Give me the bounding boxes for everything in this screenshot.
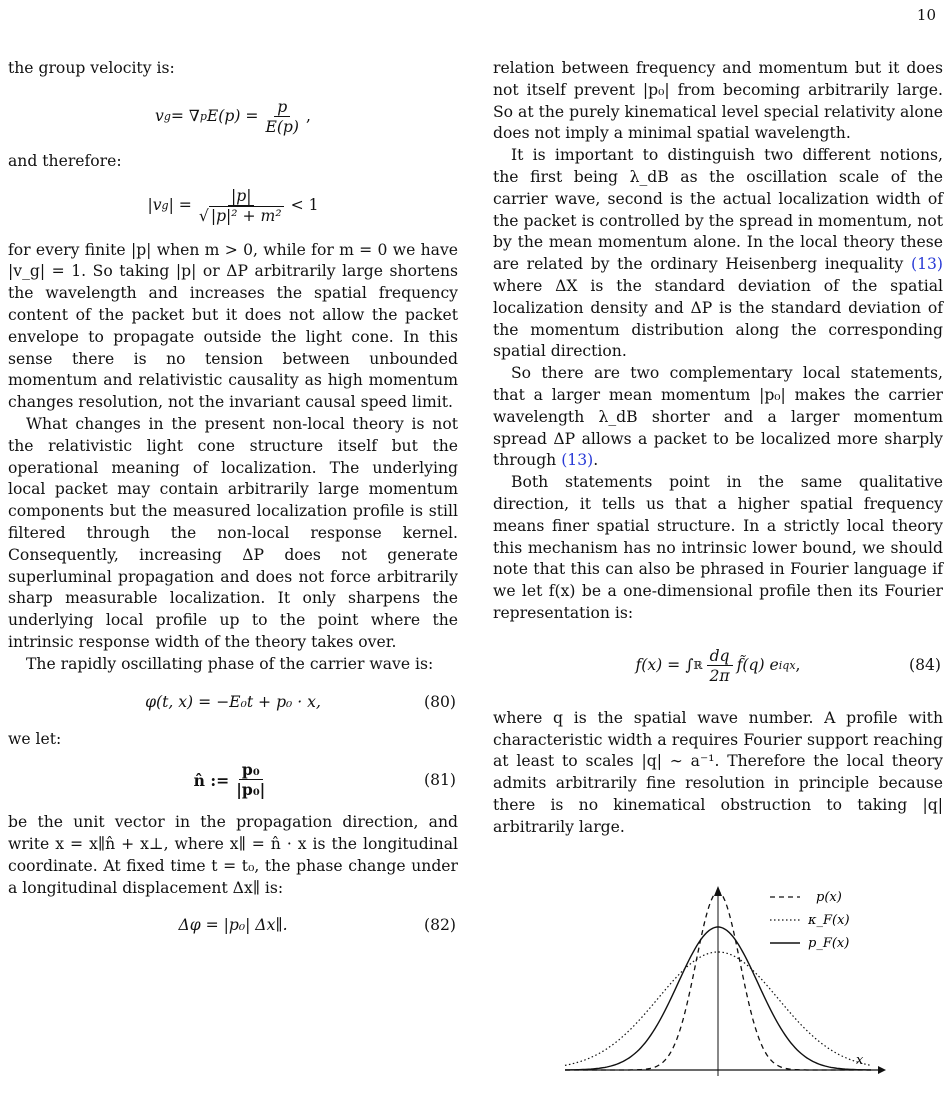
legend-label-p: p(x) bbox=[816, 890, 842, 905]
paragraph: the group velocity is: bbox=[8, 59, 175, 77]
equation-reference-link[interactable]: (13) bbox=[561, 451, 594, 470]
numerator: |p| bbox=[228, 187, 255, 206]
paragraph: we let: bbox=[8, 730, 62, 749]
left-column bbox=[8, 58, 458, 953]
numerator: p bbox=[274, 98, 290, 117]
legend-label-pf: p_F(x) bbox=[808, 936, 850, 951]
equation-speed-bound: |v g | = $\frac{|p|}{\text{√ |p|² + m²}}$ < 1 bbox=[147, 186, 319, 225]
paragraph: The rapidly oscillating phase of the carrier wave is: bbox=[26, 654, 434, 673]
eq-text: , bbox=[795, 656, 801, 675]
eq-sub: g bbox=[163, 110, 171, 124]
equation-81 bbox=[8, 761, 458, 800]
denominator: √ |p|² + m² bbox=[198, 206, 282, 225]
eq-text: | = bbox=[168, 196, 192, 215]
paragraph: Both statements point in the same qualitative direction, it tells us that a higher spatial frequency means finer spatial structure. In a strictly local theory this mechanism has no intrinsic lower bound, we should note that this can also be phrased in Fourier language if we let f(x) be a one-dimensional profile then its Fourier representation is: bbox=[493, 473, 943, 622]
denominator: 2π bbox=[709, 666, 730, 685]
equation-number: (81) bbox=[423, 770, 456, 789]
equation-82 bbox=[8, 915, 458, 937]
eq-text: E(p) = bbox=[206, 107, 259, 126]
eq-sub: ℝ bbox=[693, 659, 703, 673]
paragraph: relation between frequency and momentum but it does not itself prevent |p₀| from becoming arbitrarily large. So at the purely kinematical level special relativity alone does not imply a minimal spatial wavelength. bbox=[493, 59, 943, 143]
x-axis-arrow bbox=[878, 1066, 886, 1074]
legend-label-kappa: κ_F(x) bbox=[808, 913, 850, 928]
equation-84 bbox=[493, 647, 943, 686]
equation-80 bbox=[8, 692, 458, 714]
y-axis-arrow bbox=[714, 886, 722, 896]
denominator: E(p) bbox=[265, 117, 299, 136]
numerator: dq bbox=[707, 647, 733, 666]
eq-text: , bbox=[305, 107, 311, 126]
eq-text: φ(t, x) = −E₀t + p₀ · x, bbox=[145, 692, 321, 711]
eq-text: |v bbox=[147, 196, 162, 215]
equation-reference-link[interactable]: (13) bbox=[910, 255, 943, 274]
fraction bbox=[233, 761, 268, 800]
paragraph bbox=[493, 363, 943, 472]
sqrt-body: |p|² + m² bbox=[210, 206, 282, 225]
numerator: p₀ bbox=[239, 761, 263, 780]
paragraph: and therefore: bbox=[8, 151, 122, 170]
figure-profiles bbox=[560, 880, 890, 1080]
equation-group-velocity bbox=[8, 98, 458, 137]
text: where ΔX is the standard deviation of the spatial localization density and ΔP is the standard deviation of the momentum distribution along the corresponding spatial direction. bbox=[493, 276, 943, 361]
eq-text: n̂ := bbox=[193, 770, 230, 790]
paragraph: where q is the spatial wave number. A profile with characteristic width a requires Fourier support reaching at least to scales |q| ∼ a⁻¹. Therefore the local theory admits arbitrarily fine resolution in principle because there is no kinematical obstruction to taking |q| arbitrarily large. bbox=[493, 708, 943, 836]
page-number: 10 bbox=[916, 6, 936, 24]
paragraph: for every finite |p| when m > 0, while for m = 0 we have |v_g| = 1. So taking |p| or ΔP arbitrarily large shortens the wavelength and increases the spatial frequency content of the packet but it does not allow the packet envelope to propagate outside the light cone. In this sense there is no tension between unbounded momentum and relativistic causality as high momentum changes resolution, not the invariant causal speed limit. bbox=[8, 240, 458, 412]
text: . bbox=[593, 451, 599, 470]
eq-text: Δφ = |p₀| Δx∥. bbox=[178, 916, 288, 935]
eq-sub: p bbox=[199, 110, 207, 124]
eq-text: = ∇ bbox=[170, 107, 200, 126]
paragraph: What changes in the present non-local theory is not the relativistic light cone structure itself but the operational meaning of localization. The underlying local packet may contain arbitrarily large momentum components but the measured localization profile is still filtered through the non-local response kernel. Consequently, increasing ΔP does not generate superluminal propagation and does not force arbitrarily sharp measurable localization. It only sharpens the underlying local profile up to the point where the intrinsic response width of the theory takes over. bbox=[8, 414, 458, 651]
right-column bbox=[493, 58, 943, 839]
equation-number: (82) bbox=[423, 916, 456, 935]
fraction bbox=[196, 187, 287, 226]
equation-number: (80) bbox=[423, 692, 456, 711]
eq-sup: iqx bbox=[778, 659, 796, 673]
eq-text: < 1 bbox=[290, 196, 319, 215]
equation-number: (84) bbox=[908, 656, 941, 675]
text: So there are two complementary local statements, that a larger mean momentum |p₀| makes the carrier wavelength λ_dB shorter and a larger momentum spread ΔP allows a packet to be localized more sharply through bbox=[493, 364, 943, 470]
text: It is important to distinguish two different notions, the first being λ_dB as the oscillation scale of the carrier wave, second is the actual localization width of the packet is controlled by the spread in momentum, not by the mean momentum alone. In the local theory these are related by the ordinary Heisenberg inequality bbox=[493, 146, 943, 274]
eq-text: v bbox=[155, 107, 164, 126]
fraction bbox=[706, 647, 732, 686]
paragraph bbox=[493, 145, 943, 363]
denominator: |p₀| bbox=[236, 780, 266, 800]
axis-label-x: x bbox=[856, 1053, 864, 1068]
eq-text: f(x) = ∫ bbox=[635, 656, 694, 675]
eq-text: f̃(q) e bbox=[736, 656, 779, 675]
fraction bbox=[262, 98, 302, 137]
paragraph: be the unit vector in the propagation direction, and write x = x∥n̂ + x⊥, where x∥ = n̂ · x is the longitudinal coordinate. At fixed time t = t₀, the phase change under a longitudinal displacement Δx∥ is: bbox=[8, 813, 458, 897]
